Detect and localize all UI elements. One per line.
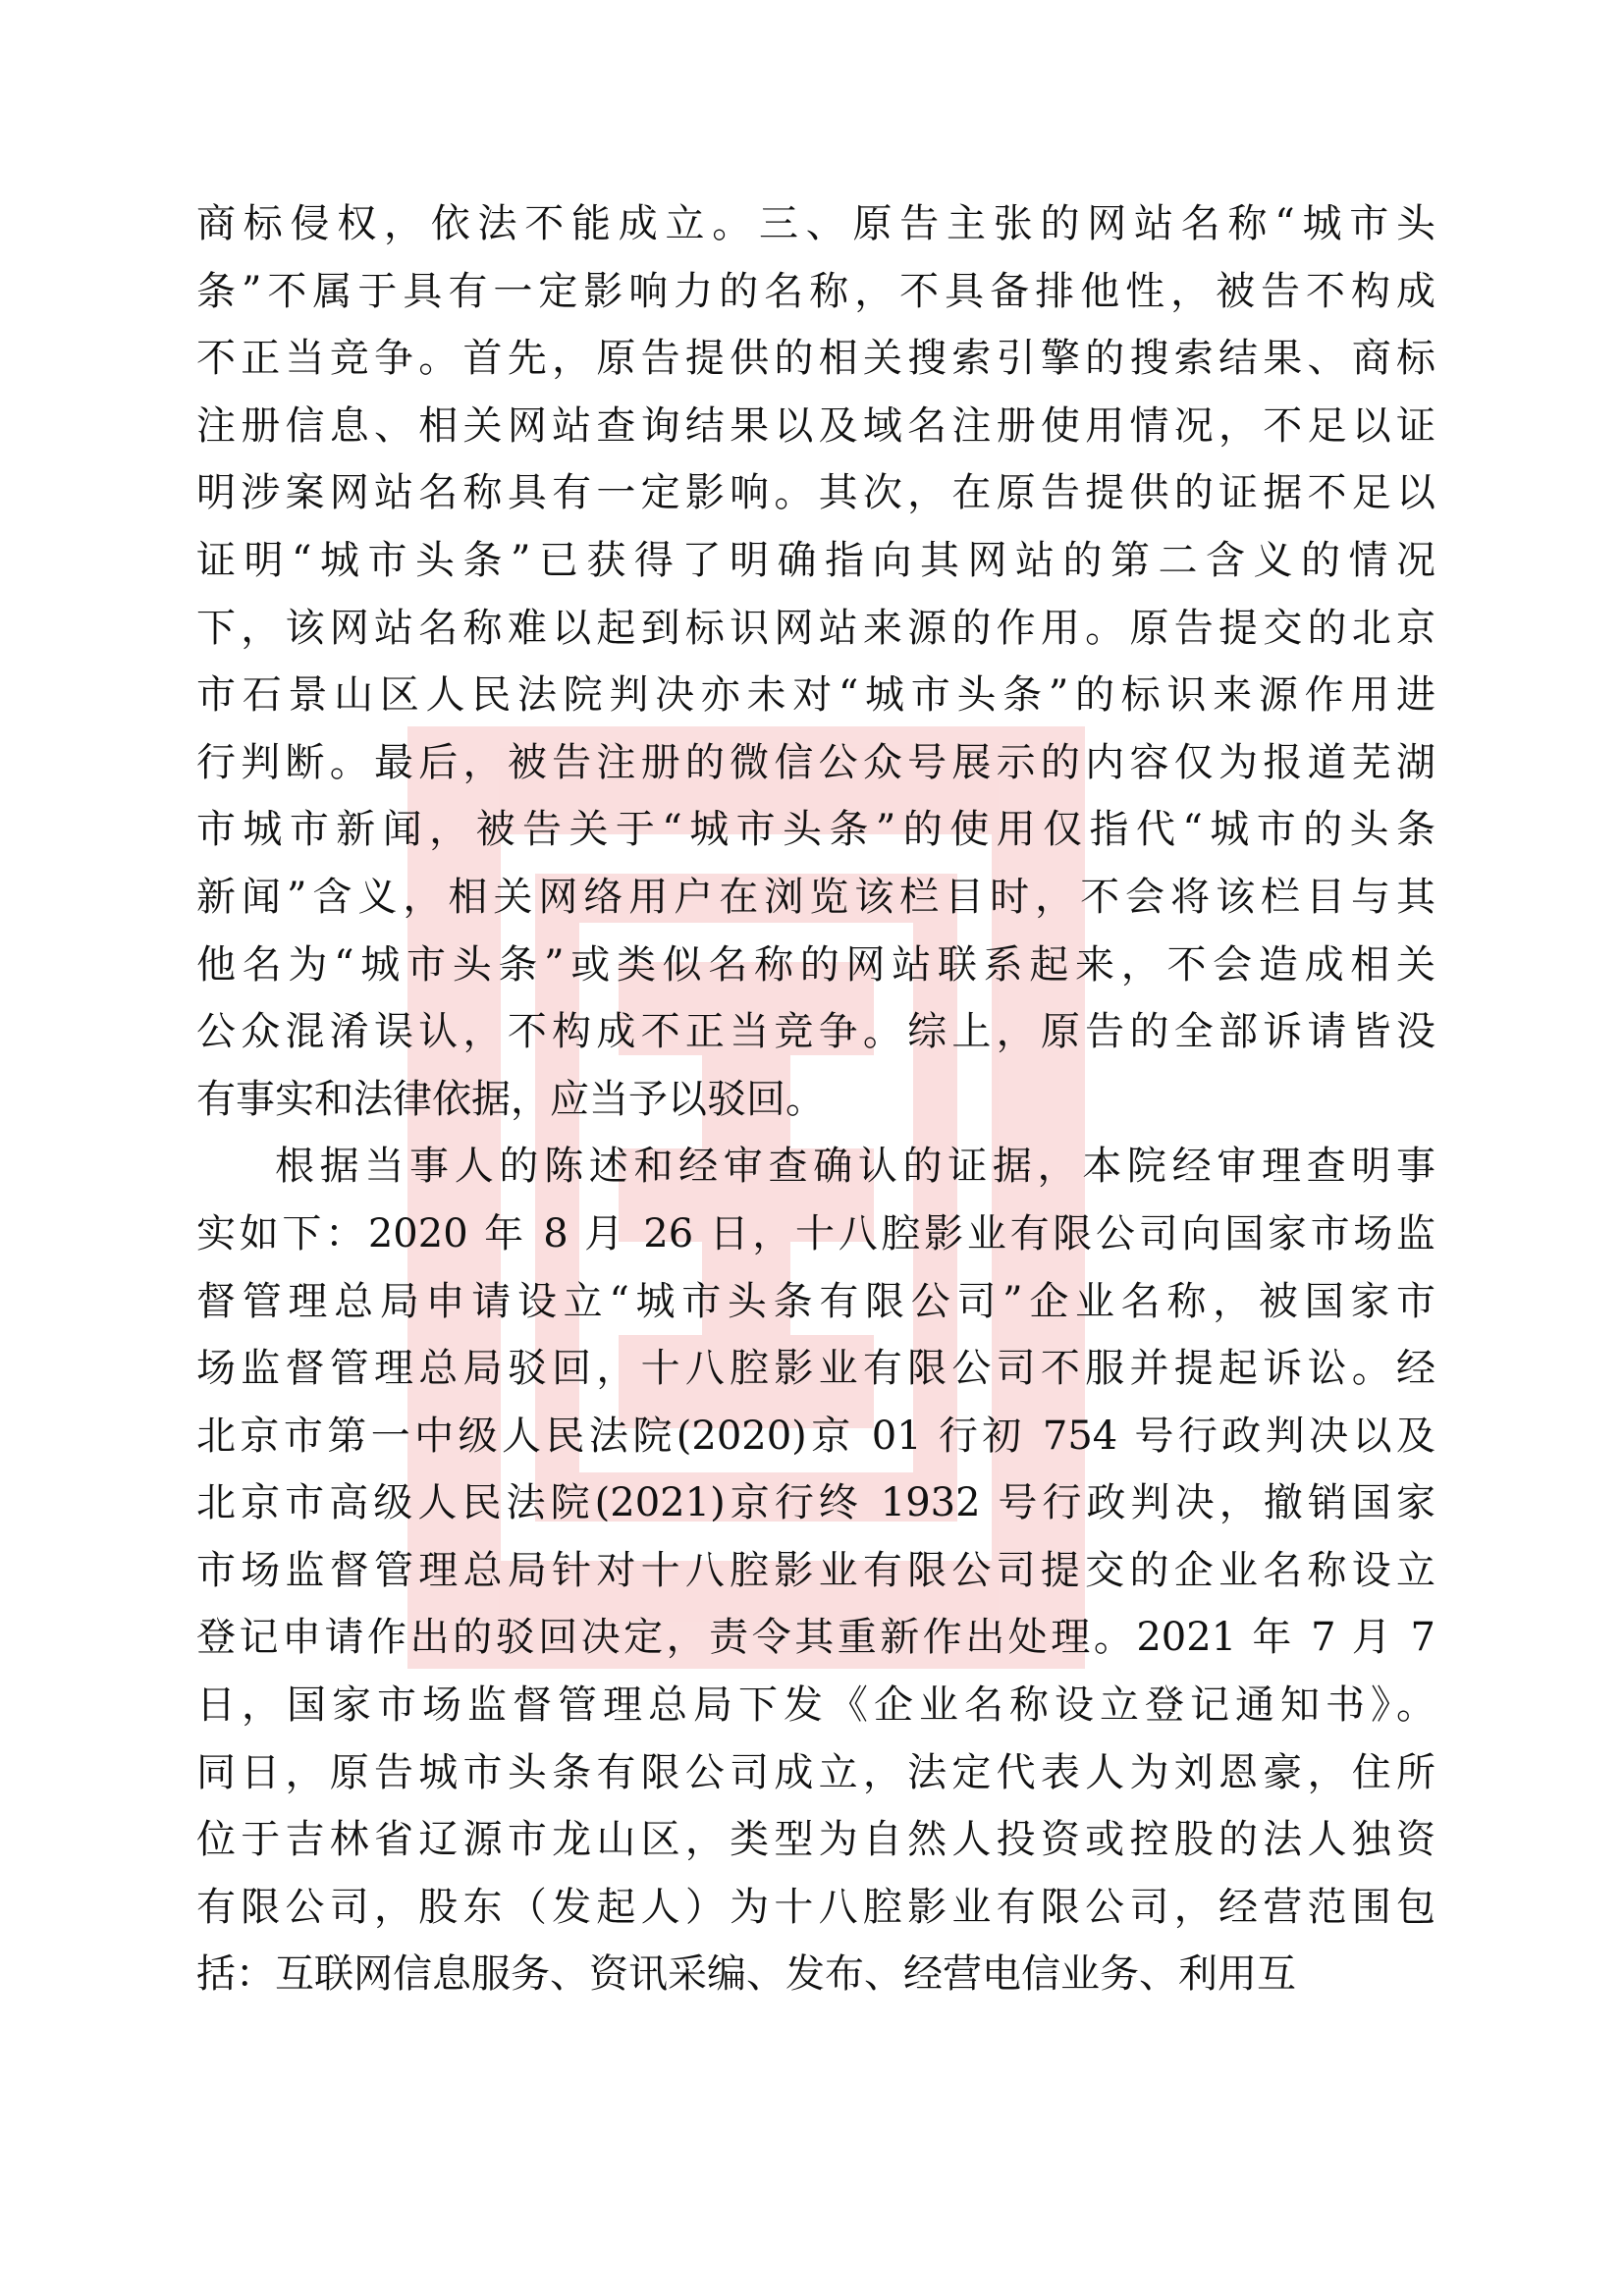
text-line: 市城市新闻，被告关于“城市头条”的使用仅指代“城市的头条 <box>196 807 1435 853</box>
text-line: 公众混淆误认，不构成不正当竞争。综上，原告的全部诉请皆没 <box>196 1009 1435 1055</box>
text-line: 督管理总局申请设立“城市头条有限公司”企业名称，被国家市 <box>196 1278 1435 1324</box>
text-line: 市场监督管理总局针对十八腔影业有限公司提交的企业名称设立 <box>196 1547 1435 1593</box>
text-line: 明涉案网站名称具有一定影响。其次，在原告提供的证据不足以 <box>196 470 1435 516</box>
text-line: 登记申请作出的驳回决定，责令其重新作出处理。2021 年 7 月 7 <box>196 1615 1435 1661</box>
text-line: 证明“城市头条”已获得了明确指向其网站的第二含义的情况 <box>196 537 1435 583</box>
paragraph <box>196 1133 1435 2008</box>
text-line: 行判断。最后，被告注册的微信公众号展示的内容仅为报道芜湖 <box>196 739 1435 785</box>
text-line: 新闻”含义，相关网络用户在浏览该栏目时，不会将该栏目与其 <box>196 874 1435 920</box>
text-line: 位于吉林省辽源市龙山区，类型为自然人投资或控股的法人独资 <box>196 1817 1435 1863</box>
text-line: 场监督管理总局驳回，十八腔影业有限公司不服并提起诉讼。经 <box>196 1346 1435 1392</box>
text-line: 实如下：2020 年 8 月 26 日，十八腔影业有限公司向国家市场监 <box>196 1210 1435 1256</box>
text-line: 条”不属于具有一定影响力的名称，不具备排他性，被告不构成 <box>196 268 1435 314</box>
text-line: 北京市第一中级人民法院(2020)京 01 行初 754 号行政判决以及 <box>196 1413 1435 1459</box>
text-line: 有事实和法律依据，应当予以驳回。 <box>196 1076 825 1122</box>
paragraph <box>196 190 1435 1133</box>
text-line: 括：互联网信息服务、资讯采编、发布、经营电信业务、利用互 <box>196 1951 1296 1998</box>
text-line: 不正当竞争。首先，原告提供的相关搜索引擎的搜索结果、商标 <box>196 336 1435 382</box>
text-line: 同日，原告城市头条有限公司成立，法定代表人为刘恩豪，住所 <box>196 1749 1435 1795</box>
text-line: 下，该网站名称难以起到标识网站来源的作用。原告提交的北京 <box>196 605 1435 651</box>
text-line: 注册信息、相关网站查询结果以及域名注册使用情况，不足以证 <box>196 402 1435 449</box>
text-line: 他名为“城市头条”或类似名称的网站联系起来，不会造成相关 <box>196 941 1435 988</box>
document-body <box>196 190 1435 2008</box>
text-line: 市石景山区人民法院判决亦未对“城市头条”的标识来源作用进 <box>196 672 1435 719</box>
text-line: 北京市高级人民法院(2021)京行终 1932 号行政判决，撤销国家 <box>196 1480 1435 1526</box>
text-line: 根据当事人的陈述和经审查确认的证据，本院经审理查明事 <box>275 1144 1435 1190</box>
text-line: 日，国家市场监督管理总局下发《企业名称设立登记通知书》。 <box>196 1682 1435 1729</box>
text-line: 有限公司，股东（发起人）为十八腔影业有限公司，经营范围包 <box>196 1884 1435 1930</box>
text-line: 商标侵权，依法不能成立。三、原告主张的网站名称“城市头 <box>196 201 1435 246</box>
